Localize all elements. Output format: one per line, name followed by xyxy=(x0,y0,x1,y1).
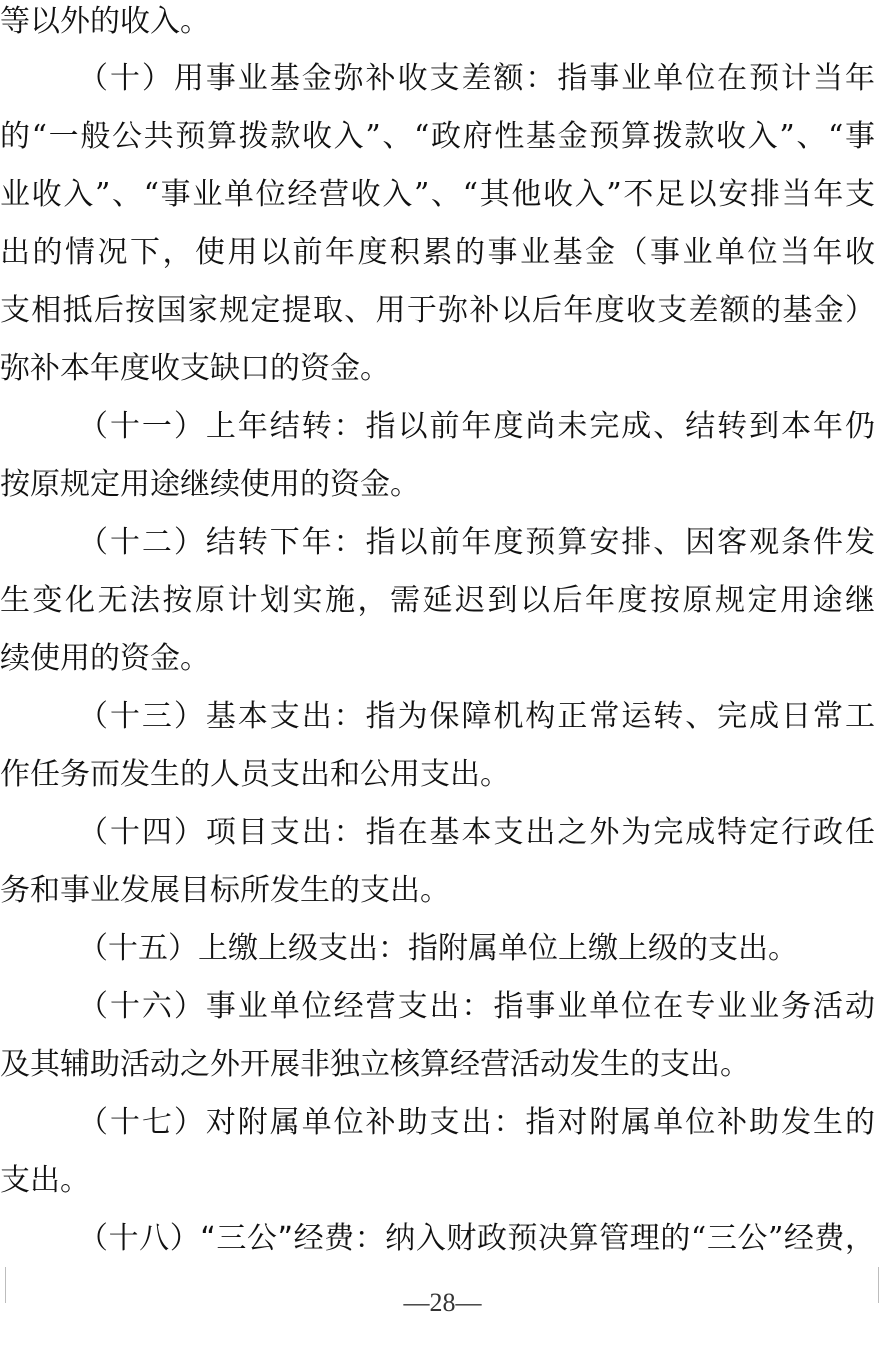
paragraph-10-line-1 xyxy=(0,59,885,99)
paragraph-10-line-4: 出的情况下，使用以前年度积累的事业基金（事业单位当年收 xyxy=(0,235,875,270)
definition-text: 指对附属单位补助发生的 xyxy=(525,1105,876,1140)
paragraph-10-line-3: 业收入”、“事业单位经营收入”、“其他收入”不足以安排当年支 xyxy=(0,177,875,212)
paragraph-16-line-1 xyxy=(0,987,885,1027)
term-label: （十六）事业单位经营支出： xyxy=(78,989,494,1024)
paragraph-11-line-2: 按原规定用途继续使用的资金。 xyxy=(0,467,420,502)
term-label: （十）用事业基金弥补收支差额： xyxy=(78,61,558,96)
term-label: （十七）对附属单位补助支出： xyxy=(78,1105,526,1140)
term-label: （十五）上缴上级支出： xyxy=(78,931,408,966)
paragraph-16-line-2: 及其辅助活动之外开展非独立核算经营活动发生的支出。 xyxy=(0,1047,750,1082)
paragraph-17-line-1 xyxy=(0,1103,885,1143)
definition-text: 指在基本支出之外为完成特定行政任 xyxy=(365,815,875,850)
paragraph-12-line-3: 续使用的资金。 xyxy=(0,641,210,676)
paragraph-14-line-2: 务和事业发展目标所发生的支出。 xyxy=(0,873,450,908)
page-number: —28— xyxy=(403,1288,482,1317)
definition-text: 指事业单位在专业业务活动 xyxy=(493,989,876,1024)
term-label: （十一）上年结转： xyxy=(78,409,366,444)
text-line-1: 等以外的收入。 xyxy=(0,4,210,39)
paragraph-17-line-2: 支出。 xyxy=(0,1163,90,1198)
paragraph-10-line-2: 的“一般公共预算拨款收入”、“政府性基金预算拨款收入”、“事 xyxy=(0,119,875,154)
paragraph-10-line-5: 支相抵后按国家规定提取、用于弥补以后年度收支差额的基金） xyxy=(0,293,875,328)
definition-text: 指以前年度尚未完成、结转到本年仍 xyxy=(365,409,875,444)
paragraph-10-line-6: 弥补本年度收支缺口的资金。 xyxy=(0,351,390,386)
paragraph-15-line-1 xyxy=(0,929,885,969)
term-label: （十四）项目支出： xyxy=(78,815,366,850)
term-label: （十八）“三公”经费： xyxy=(78,1221,386,1256)
paragraph-11-line-1 xyxy=(0,407,885,447)
definition-text: 指事业单位在预计当年 xyxy=(557,61,875,96)
definition-text: 指为保障机构正常运转、完成日常工 xyxy=(365,699,875,734)
definition-text: 指以前年度预算安排、因客观条件发 xyxy=(365,525,875,560)
term-label: （十二）结转下年： xyxy=(78,525,366,560)
paragraph-12-line-2: 生变化无法按原计划实施，需延迟到以后年度按原规定用途继 xyxy=(0,583,875,618)
definition-text: 纳入财政预决算管理的“三公”经费， xyxy=(385,1221,875,1256)
paragraph-14-line-1 xyxy=(0,813,885,853)
paragraph-13-line-2: 作任务而发生的人员支出和公用支出。 xyxy=(0,757,510,792)
definition-text: 指附属单位上缴上级的支出。 xyxy=(408,931,798,966)
term-label: （十三）基本支出： xyxy=(78,699,366,734)
paragraph-12-line-1 xyxy=(0,523,885,563)
paragraph-13-line-1 xyxy=(0,697,885,737)
paragraph-18-line-1 xyxy=(0,1219,885,1259)
